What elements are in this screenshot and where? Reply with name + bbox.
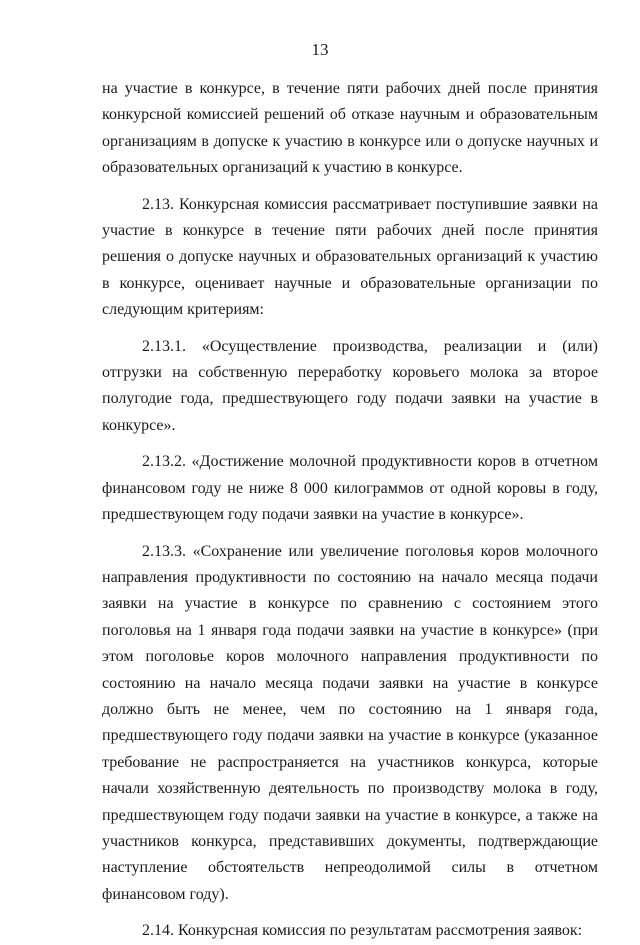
paragraph-2-13-2: 2.13.2. «Достижение молочной продуктивности коров в отчетном финансовом году не ниже 8 000 килограммов от одной коровы в году, предшествующем году подачи заявки на участие в конкурсе». [102,453,598,524]
page-number: 13 [311,40,329,59]
document-body [102,76,598,945]
paragraph-2-13-1: 2.13.1. «Осуществление производства, реализации и (или) отгрузки на собственную переработку коровьего молока за второе полугодие года, предшествующего году подачи заявки на участие в конкурсе». [102,337,598,434]
paragraph-2-13-3: 2.13.3. «Сохранение или увеличение поголовья коров молочного направления продуктивности по состоянию на начало месяца подачи заявки на участие в конкурсе по сравнению с состоянием этого поголовья на 1 января года подачи заявки на участие в конкурсе» (при этом поголовье коров молочного направления продуктивности по состоянию на начало месяца подачи заявки на участие в конкурсе должно быть не менее, чем по состоянию на 1 января года, предшествующего году подачи заявки на участие в конкурсе (указанное требование не распространяется на участников конкурса, которые начали хозяйственную деятельность по производству молока в году, предшествующем году подачи заявки на участие в конкурсе, а также на участников конкурса, представивших документы, подтверждающие наступление обстоятельств непреодолимой силы в отчетном финансовом году). [102,542,598,903]
paragraph-2-13: 2.13. Конкурсная комиссия рассматривает поступившие заявки на участие в конкурсе в течение пяти рабочих дней после принятия решения о допуске научных и образовательных организаций к участию в конкурсе, оценивает научные и образовательные организации по следующим критериям: [102,195,598,319]
paragraph-continuation: на участие в конкурсе, в течение пяти рабочих дней после принятия конкурсной комиссией решений об отказе научным и образовательным организациям в допуске к участию в конкурсе или о допуске научных и образовательных организаций к участию в конкурсе. [102,80,598,177]
paragraph-2-14: 2.14. Конкурсная комиссия по результатам рассмотрения заявок: [142,922,583,940]
